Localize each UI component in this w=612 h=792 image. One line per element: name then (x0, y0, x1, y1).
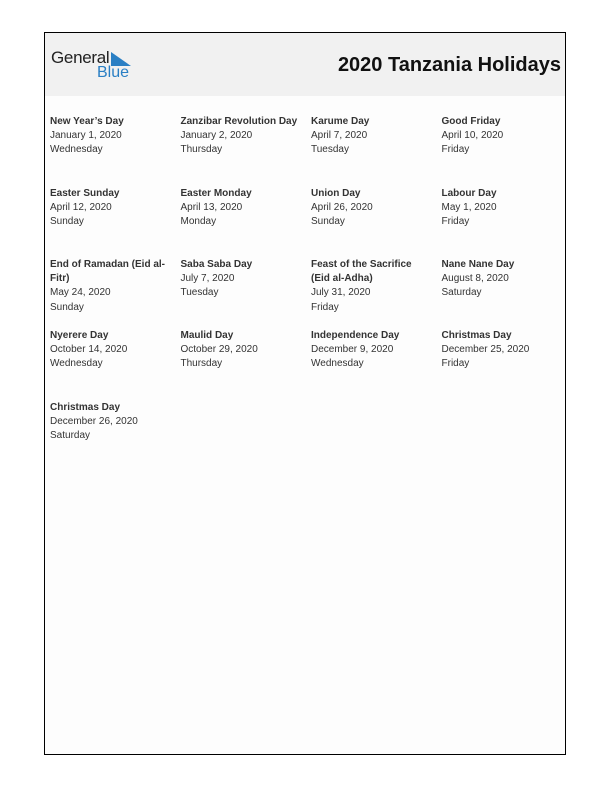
holiday-item (311, 258, 431, 315)
logo-general-text: General (51, 48, 110, 67)
holiday-weekday: Friday (311, 301, 339, 313)
holiday-weekday: Tuesday (180, 287, 219, 299)
holiday-name: Independence Day (311, 330, 400, 341)
header-band (45, 33, 565, 96)
holiday-date: January 1, 2020 (50, 130, 122, 142)
holiday-name: Christmas Day (441, 330, 512, 341)
holiday-date: April 7, 2020 (311, 130, 368, 142)
holiday-item (311, 329, 435, 372)
holiday-weekday: Wednesday (50, 144, 103, 156)
holiday-item (50, 115, 174, 158)
holiday-item (442, 187, 566, 230)
holiday-name: Easter Monday (180, 188, 252, 199)
holiday-weekday: Tuesday (311, 144, 349, 156)
holiday-date: July 7, 2020 (180, 273, 235, 285)
logo-blue-text: Blue (97, 64, 130, 81)
holiday-date: December 25, 2020 (441, 344, 530, 356)
holiday-weekday: Friday (441, 216, 470, 228)
holiday-item (50, 329, 174, 372)
holiday-weekday: Thursday (180, 144, 223, 156)
holiday-item (50, 258, 168, 315)
holiday-name: Nyerere Day (50, 330, 109, 341)
holiday-weekday: Thursday (180, 358, 223, 370)
holiday-item (181, 258, 305, 301)
holiday-name: Good Friday (441, 116, 501, 127)
holiday-date: December 26, 2020 (50, 416, 138, 428)
holiday-item (442, 115, 566, 158)
holiday-item (50, 187, 174, 230)
holiday-name: Saba Saba Day (180, 259, 253, 270)
holiday-weekday: Sunday (50, 216, 84, 228)
holiday-name: Easter Sunday (50, 188, 120, 199)
holiday-name: Maulid Day (180, 330, 234, 341)
holiday-name: New Year’s Day (50, 116, 124, 127)
holiday-item (311, 187, 435, 230)
holiday-item (311, 115, 435, 158)
holiday-weekday: Sunday (50, 301, 84, 313)
holiday-date: April 13, 2020 (180, 202, 243, 214)
holiday-item (442, 329, 566, 372)
holiday-name: Union Day (311, 188, 361, 199)
holiday-item (181, 115, 305, 158)
holiday-item (50, 401, 174, 444)
holiday-date: May 24, 2020 (50, 287, 111, 299)
holiday-weekday: Wednesday (311, 358, 364, 370)
holiday-name: End of Ramadan (Eid al-Fitr) (50, 259, 166, 285)
holiday-name: Christmas Day (50, 402, 121, 413)
holiday-weekday: Monday (180, 216, 217, 228)
holiday-date: April 10, 2020 (441, 130, 504, 142)
holiday-date: July 31, 2020 (311, 287, 371, 299)
generalblue-logo (51, 48, 141, 84)
page-title: 2020 Tanzania Holidays (337, 54, 561, 76)
holiday-weekday: Wednesday (50, 358, 103, 370)
holiday-date: April 26, 2020 (311, 202, 373, 214)
holiday-name: Zanzibar Revolution Day (180, 116, 298, 127)
holiday-item (181, 187, 305, 230)
page-frame (44, 32, 566, 755)
holiday-item (181, 329, 305, 372)
holiday-name: Labour Day (441, 188, 497, 199)
holiday-date: August 8, 2020 (441, 273, 509, 285)
holiday-name: Feast of the Sacrifice (Eid al-Adha) (311, 259, 412, 285)
holiday-date: December 9, 2020 (311, 344, 394, 356)
holiday-weekday: Friday (441, 358, 470, 370)
holiday-date: January 2, 2020 (180, 130, 253, 142)
holiday-weekday: Saturday (441, 287, 482, 299)
holiday-date: April 12, 2020 (50, 202, 112, 214)
holiday-name: Karume Day (311, 116, 370, 127)
holiday-item (442, 258, 566, 301)
holiday-date: October 29, 2020 (180, 344, 258, 356)
holiday-name: Nane Nane Day (441, 259, 515, 270)
holiday-weekday: Saturday (50, 430, 91, 442)
holiday-weekday: Sunday (311, 216, 345, 228)
holiday-date: May 1, 2020 (441, 202, 497, 214)
holiday-weekday: Friday (441, 144, 470, 156)
holiday-date: October 14, 2020 (50, 344, 128, 356)
